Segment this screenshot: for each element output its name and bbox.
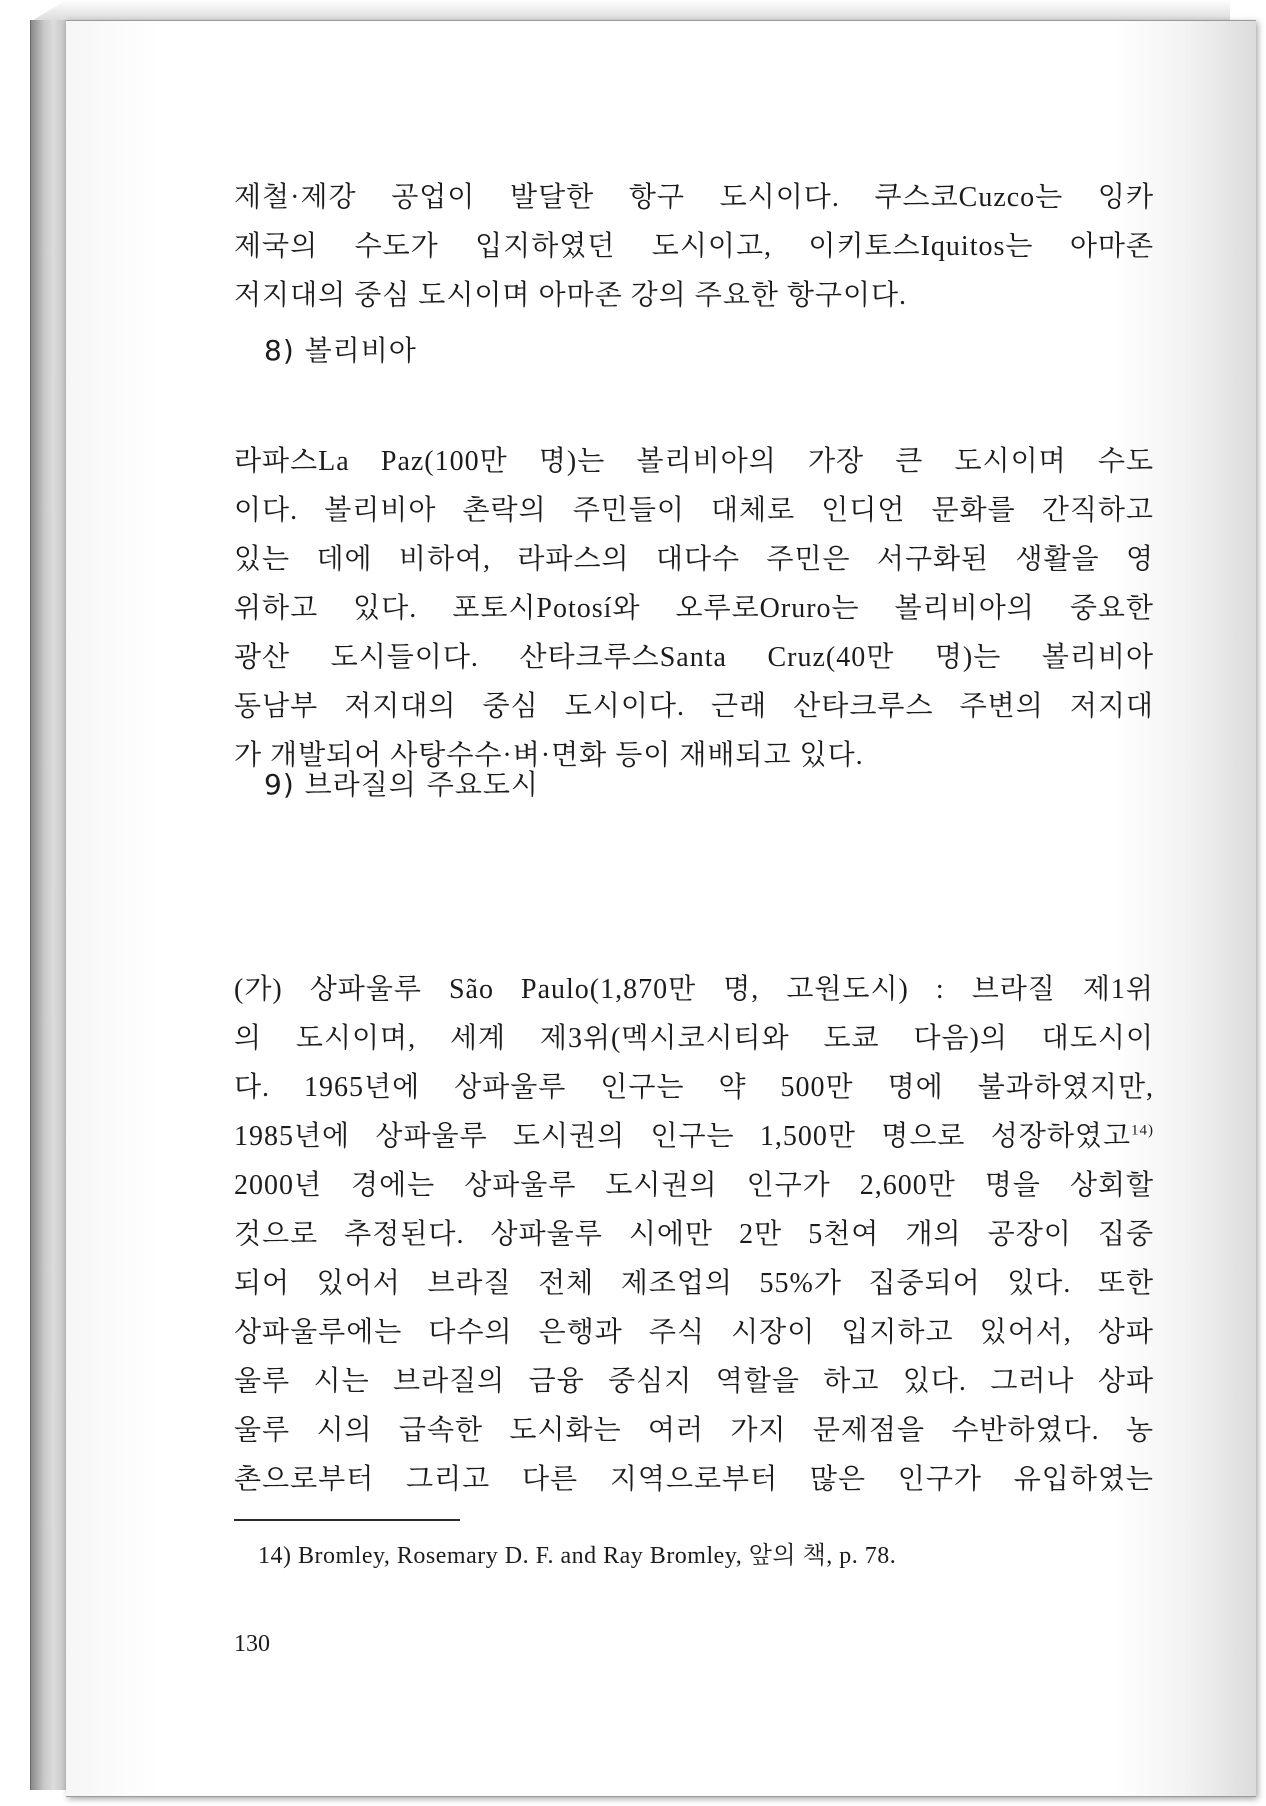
text-line: 상파울루에는 다수의 은행과 주식 시장이 입지하고 있어서, 상파	[234, 1317, 1154, 1348]
text-line: 저지대의 중심 도시이며 아마존 강의 주요한 항구이다.	[234, 280, 908, 311]
text-line: 울루 시의 급속한 도시화는 여러 가지 문제점을 수반하였다. 농	[234, 1415, 1154, 1446]
text-line: 것으로 추정된다. 상파울루 시에만 2만 5천여 개의 공장이 집중	[234, 1219, 1154, 1250]
section-heading-brazil: 9) 브라질의 주요도시	[264, 768, 539, 801]
page-number: 130	[234, 1631, 270, 1657]
page-stack-top-edge	[30, 0, 1230, 22]
section-heading-bolivia: 8) 볼리비아	[264, 334, 417, 367]
text-line: 동남부 저지대의 중심 도시이다. 근래 산타크루스 주변의 저지대	[234, 691, 1154, 722]
text-line: 위하고 있다. 포토시Potosí와 오루로Oruro는 볼리비아의 중요한	[234, 593, 1154, 624]
text-line: 제국의 수도가 입지하였던 도시이고, 이키토스Iquitos는 아마존	[234, 231, 1154, 262]
text-line: 광산 도시들이다. 산타크루스Santa Cruz(40만 명)는 볼리비아	[234, 642, 1154, 673]
text-line: 의 도시이며, 세계 제3위(멕시코시티와 도쿄 다음)의 대도시이	[234, 1023, 1154, 1054]
text-line: 1985년에 상파울루 도시권의 인구는 1,500만 명으로 성장하였고	[234, 1121, 1131, 1152]
text-line: 다. 1965년에 상파울루 인구는 약 500만 명에 불과하였지만,	[234, 1072, 1154, 1103]
text-line: 촌으로부터 그리고 다른 지역으로부터 많은 인구가 유입하였는	[234, 1464, 1154, 1495]
paragraph-peru-cities	[234, 173, 1154, 320]
footnote: 14) Bromley, Rosemary D. F. and Ray Bromley, 앞의 책, p. 78.	[258, 1543, 897, 1569]
paragraph-sao-paulo	[234, 965, 1154, 1504]
text-line: 라파스La Paz(100만 명)는 볼리비아의 가장 큰 도시이며 수도	[234, 446, 1154, 477]
text-line: 2000년 경에는 상파울루 도시권의 인구가 2,600만 명을 상회할	[234, 1170, 1154, 1201]
text-line: 가 개발되어 사탕수수·벼·면화 등이 재배되고 있다.	[234, 740, 864, 771]
text-line-with-footnote	[234, 1112, 1154, 1161]
text-line: 제철·제강 공업이 발달한 항구 도시이다. 쿠스코Cuzco는 잉카	[234, 182, 1154, 213]
book-spine	[30, 20, 69, 1790]
book-page	[66, 20, 1256, 1797]
footnote-reference: 14)	[1131, 1122, 1154, 1139]
paragraph-bolivia	[234, 437, 1154, 780]
text-line: 되어 있어서 브라질 전체 제조업의 55%가 집중되어 있다. 또한	[234, 1268, 1154, 1299]
text-line: 있는 데에 비하여, 라파스의 대다수 주민은 서구화된 생활을 영	[234, 544, 1154, 575]
text-line: 이다. 볼리비아 촌락의 주민들이 대체로 인디언 문화를 간직하고	[234, 495, 1154, 526]
text-line: 울루 시는 브라질의 금융 중심지 역할을 하고 있다. 그러나 상파	[234, 1366, 1154, 1397]
footnote-divider	[234, 1519, 460, 1521]
text-line: (가) 상파울루 São Paulo(1,870만 명, 고원도시) : 브라질 제1위	[234, 974, 1154, 1005]
